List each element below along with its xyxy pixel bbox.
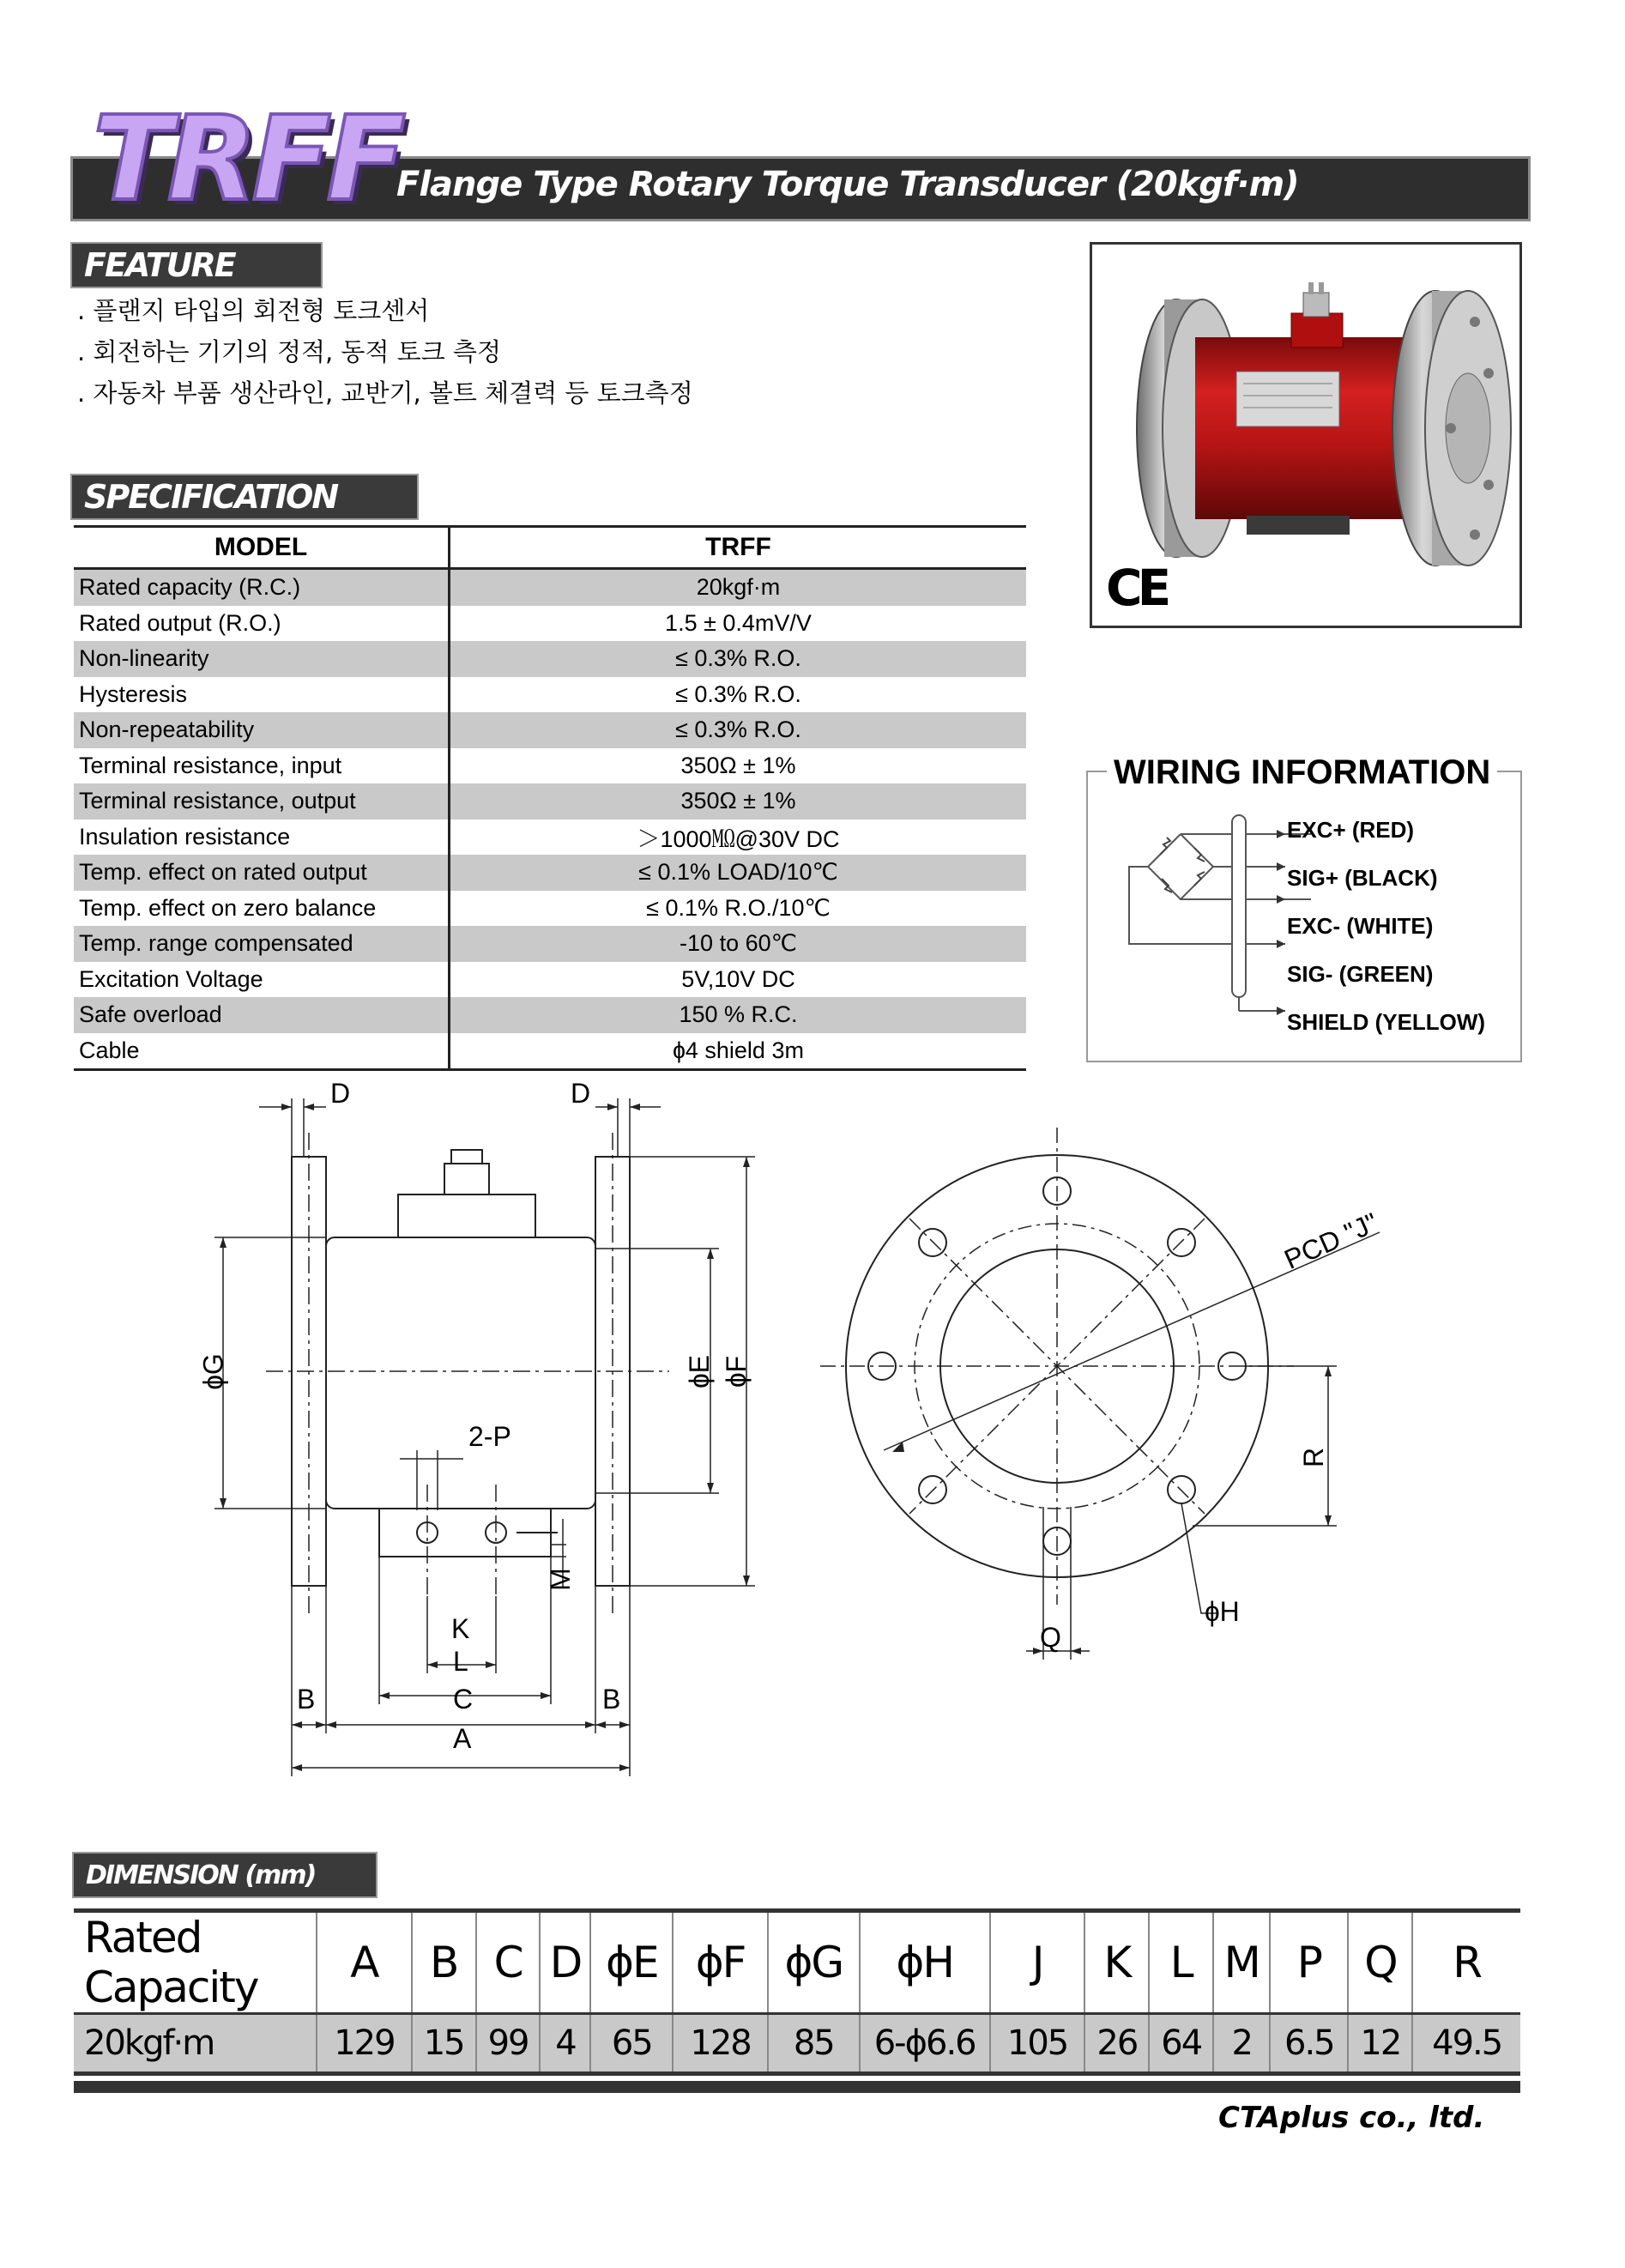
table-row	[74, 606, 1026, 642]
table-row	[74, 712, 1026, 748]
table-cell: 99	[476, 2014, 541, 2074]
spec-value: ɸ4 shield 3m	[450, 1033, 1027, 1070]
spec-label: Rated capacity (R.C.)	[74, 569, 450, 606]
spec-label: Temp. effect on zero balance	[74, 891, 450, 927]
feature-heading: FEATURE	[70, 242, 323, 288]
spec-value: 350Ω ± 1%	[450, 783, 1027, 820]
dim-label-m: M	[544, 1568, 576, 1591]
wiring-title: WIRING INFORMATION	[1107, 753, 1497, 792]
spec-value: -10 to 60℃	[450, 926, 1027, 962]
feature-item: . 자동차 부품 생산라인, 교반기, 볼트 체결력 등 토크측정	[77, 378, 693, 408]
dim-label-l: L	[453, 1646, 468, 1677]
spec-label: Excitation Voltage	[74, 962, 450, 998]
dimension-heading: DIMENSION (mm)	[72, 1852, 378, 1898]
specification-table	[74, 525, 1026, 1071]
dim-label-b-left: B	[297, 1684, 316, 1715]
table-cell: 6-ɸ6.6	[860, 2014, 990, 2074]
table-cell: 85	[768, 2014, 860, 2074]
spec-label: Temp. effect on rated output	[74, 855, 450, 891]
specification-heading: SPECIFICATION	[70, 474, 419, 520]
wire-label-exc-minus: EXC- (WHITE)	[1287, 913, 1434, 939]
table-header-row	[74, 527, 1026, 569]
table-cell: 49.5	[1412, 2014, 1520, 2074]
table-row	[74, 855, 1026, 891]
table-cell: 2	[1213, 2014, 1270, 2074]
spec-label: Terminal resistance, output	[74, 783, 450, 820]
table-cell: 4	[540, 2014, 590, 2074]
spec-label: Insulation resistance	[74, 820, 450, 856]
company-name: CTAplus co., ltd.	[1218, 2101, 1485, 2135]
dim-label-h: ɸH	[1205, 1596, 1240, 1627]
spec-value: ≤ 0.3% R.O.	[675, 680, 801, 707]
table-row	[74, 569, 1026, 606]
dim-label-b-right: B	[602, 1684, 621, 1715]
header-cell: D	[540, 1911, 590, 2014]
table-row	[74, 962, 1026, 998]
front-view-drawing	[806, 1116, 1424, 1699]
dim-label-q: Q	[1040, 1622, 1061, 1653]
page-title: Flange Type Rotary Torque Transducer (20kgf·m)	[396, 165, 1299, 204]
header-cell: TRFF	[450, 527, 1027, 569]
table-row	[74, 891, 1026, 927]
header-cell: C	[476, 1911, 541, 2014]
table-cell: 26	[1084, 2014, 1149, 2074]
logo: TRFF	[93, 92, 402, 227]
header-cell: A	[317, 1911, 412, 2014]
spec-value: 350Ω ± 1%	[680, 752, 796, 778]
header-cell: B	[412, 1911, 476, 2014]
table-cell: 15	[412, 2014, 476, 2074]
spec-value: ≤ 0.1% R.O./10℃	[646, 894, 831, 921]
table-cell: 129	[317, 2014, 412, 2074]
dim-label-p: 2-P	[468, 1421, 511, 1452]
table-row	[74, 2014, 1520, 2074]
table-cell: 20kgf·m	[74, 2014, 317, 2074]
spec-value: ≤ 0.3% R.O.	[450, 712, 1027, 748]
dim-label-a: A	[453, 1723, 472, 1754]
header-cell: J	[990, 1911, 1085, 2014]
product-photo	[1090, 242, 1522, 628]
dimension-table	[74, 1908, 1520, 2076]
table-cell: 64	[1149, 2014, 1213, 2074]
header-cell: K	[1084, 1911, 1149, 2014]
table-row	[74, 1033, 1026, 1070]
wire-label-shield: SHIELD (YELLOW)	[1287, 1009, 1486, 1035]
dim-label-pcd: PCD "J"	[1279, 1207, 1383, 1275]
table-header-row	[74, 1911, 1520, 2014]
header-cell: ɸE	[590, 1911, 673, 2014]
spec-label: Non-linearity	[74, 641, 450, 677]
ce-mark: CE	[1106, 559, 1167, 617]
header-cell: MODEL	[74, 527, 450, 569]
table-row	[74, 748, 1026, 784]
header-cell: M	[1213, 1911, 1270, 2014]
spec-value: ≤ 0.1% LOAD/10℃	[450, 855, 1027, 891]
header-cell: ɸG	[768, 1911, 860, 2014]
table-row	[74, 926, 1026, 962]
table-cell: 6.5	[1270, 2014, 1348, 2074]
dim-label-c: C	[453, 1684, 474, 1715]
dim-label-d-right: D	[571, 1078, 591, 1109]
table-row	[74, 820, 1026, 856]
dim-label-d-left: D	[330, 1078, 351, 1109]
table-cell: 128	[673, 2014, 768, 2074]
wiring-box	[1086, 771, 1522, 1062]
spec-value: 150 % R.C.	[450, 997, 1027, 1033]
header-cell: Rated Capacity	[74, 1911, 317, 2014]
spec-label: Hysteresis	[74, 677, 450, 713]
table-cell: 12	[1348, 2014, 1412, 2074]
dim-label-k: K	[451, 1613, 470, 1644]
header-cell: ɸH	[860, 1911, 990, 2014]
spec-label: Terminal resistance, input	[74, 748, 450, 784]
dim-label-f: ɸF	[721, 1355, 752, 1388]
spec-label: Temp. range compensated	[74, 926, 450, 962]
wire-label-exc-plus: EXC+ (RED)	[1287, 817, 1415, 843]
spec-label: Rated output (R.O.)	[74, 606, 450, 642]
wire-label-sig-minus: SIG- (GREEN)	[1287, 961, 1434, 987]
table-row	[74, 783, 1026, 820]
spec-label: Safe overload	[74, 997, 450, 1033]
wire-label-sig-plus: SIG+ (BLACK)	[1287, 865, 1438, 891]
table-row	[74, 997, 1026, 1033]
header-cell: L	[1149, 1911, 1213, 2014]
spec-value: 20kgf·m	[450, 569, 1027, 606]
spec-value: ≤ 0.3% R.O.	[450, 641, 1027, 677]
footer-bar	[74, 2081, 1520, 2093]
header-cell: ɸF	[673, 1911, 768, 2014]
header-cell: P	[1270, 1911, 1348, 2014]
table-cell: 105	[990, 2014, 1085, 2074]
header-cell: R	[1412, 1911, 1520, 2014]
spec-value: ＞1000㏁@30V DC	[637, 826, 840, 852]
spec-value: 1.5 ± 0.4mV/V	[665, 609, 812, 636]
spec-label: Cable	[74, 1033, 450, 1070]
dim-label-e: ɸE	[683, 1355, 715, 1388]
spec-value: 5V,10V DC	[681, 965, 795, 992]
dim-label-r: R	[1298, 1447, 1330, 1468]
table-cell: 65	[590, 2014, 673, 2074]
table-row	[74, 641, 1026, 677]
table-row	[74, 677, 1026, 713]
spec-label: Non-repeatability	[74, 712, 450, 748]
feature-item: . 플랜지 타입의 회전형 토크센서	[77, 296, 430, 325]
header-cell: Q	[1348, 1911, 1412, 2014]
dim-label-g: ɸG	[197, 1353, 229, 1390]
feature-item: . 회전하는 기기의 정적, 동적 토크 측정	[77, 337, 501, 366]
